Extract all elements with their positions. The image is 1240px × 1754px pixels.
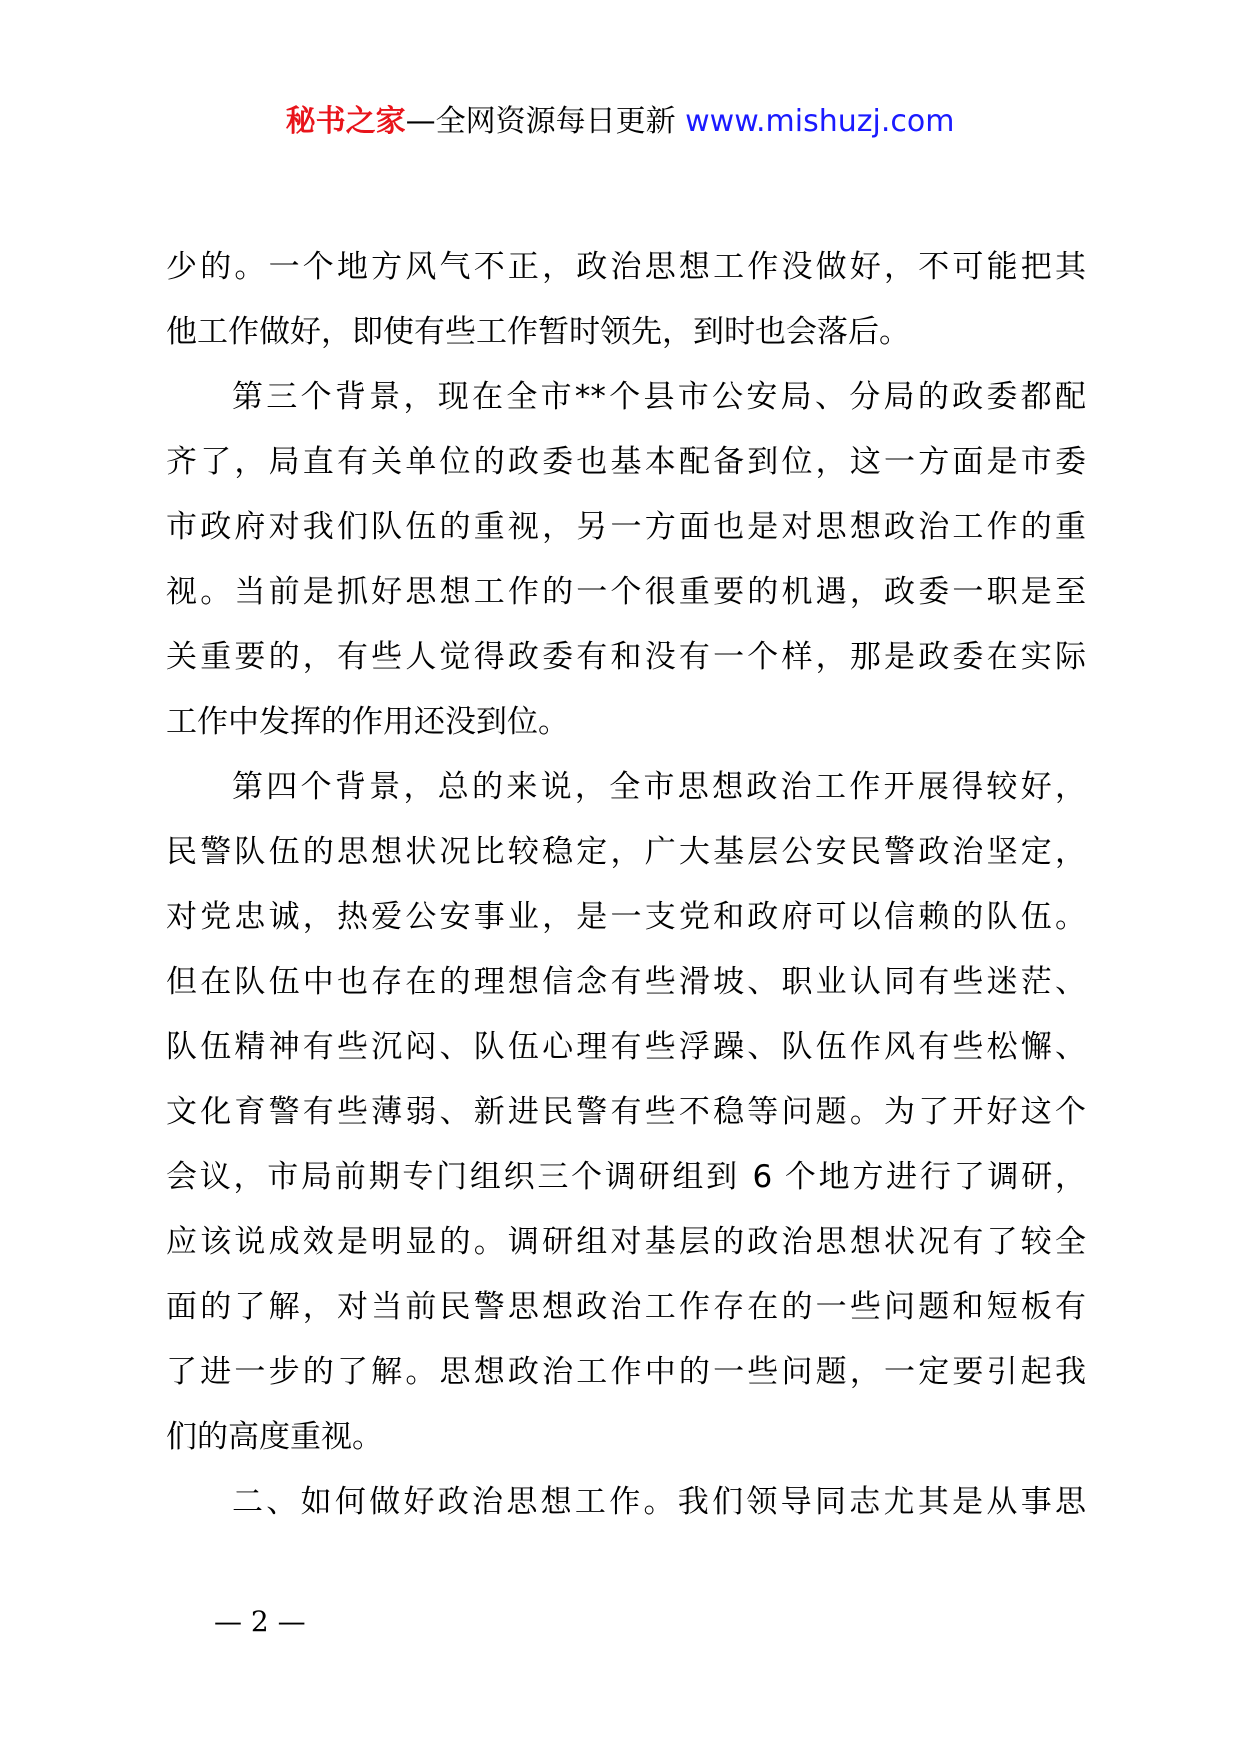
text-line: 应该说成效是明显的。调研组对基层的政治思想状况有了较全: [166, 1224, 1086, 1260]
text-line: 队伍精神有些沉闷、队伍心理有些浮躁、队伍作风有些松懈、: [166, 1029, 1086, 1065]
banner-tagline: —全网资源每日更新: [405, 104, 676, 139]
text-line: 第四个背景，总的来说，全市思想政治工作开展得较好，: [232, 769, 1086, 805]
text-line: 少的。一个地方风气不正，政治思想工作没做好，不可能把其: [166, 249, 1086, 285]
text-line: 对党忠诚，热爱公安事业，是一支党和政府可以信赖的队伍。: [166, 899, 1086, 935]
text-line: 了进一步的了解。思想政治工作中的一些问题，一定要引起我: [166, 1354, 1086, 1390]
text-line: 二、如何做好政治思想工作。我们领导同志尤其是从事思: [232, 1484, 1086, 1520]
text-line: 市政府对我们队伍的重视，另一方面也是对思想政治工作的重: [166, 509, 1086, 545]
text-line: 会议，市局前期专门组织三个调研组到 6 个地方进行了调研，: [166, 1159, 1086, 1195]
text-line: 第三个背景，现在全市**个县市公安局、分局的政委都配: [232, 379, 1086, 415]
text-line: 视。当前是抓好思想工作的一个很重要的机遇，政委一职是至: [166, 574, 1086, 610]
brand-name: 秘书之家: [285, 104, 406, 139]
text-line: 但在队伍中也存在的理想信念有些滑坡、职业认同有些迷茫、: [166, 964, 1086, 1000]
text-line: 工作中发挥的作用还没到位。: [166, 704, 569, 740]
text-line: 文化育警有些薄弱、新进民警有些不稳等问题。为了开好这个: [166, 1094, 1086, 1130]
site-banner: [0, 100, 1240, 144]
site-url-link[interactable]: www.mishuzj.com: [685, 104, 955, 139]
text-line: 们的高度重视。: [166, 1419, 383, 1455]
document-body: [166, 240, 1086, 1540]
text-line: 关重要的，有些人觉得政委有和没有一个样，那是政委在实际: [166, 639, 1086, 675]
text-line: 面的了解，对当前民警思想政治工作存在的一些问题和短板有: [166, 1289, 1086, 1325]
text-line: 民警队伍的思想状况比较稳定，广大基层公安民警政治坚定，: [166, 834, 1086, 870]
page-number: — 2 —: [214, 1605, 306, 1638]
text-line: 他工作做好，即使有些工作暂时领先，到时也会落后。: [166, 314, 910, 350]
text-line: 齐了，局直有关单位的政委也基本配备到位，这一方面是市委: [166, 444, 1086, 480]
